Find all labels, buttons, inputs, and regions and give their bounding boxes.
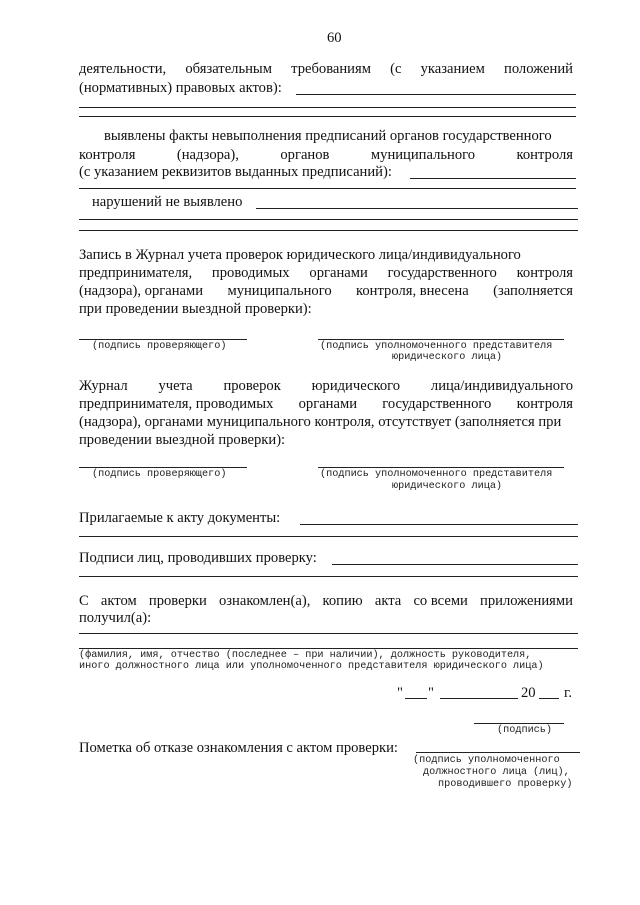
word: органами bbox=[298, 396, 357, 412]
word: органов bbox=[280, 147, 330, 163]
fill-line[interactable] bbox=[79, 230, 578, 231]
word: акта bbox=[374, 593, 402, 609]
section-activity-line1 bbox=[79, 60, 573, 78]
official-caption-1: (подпись уполномоченного bbox=[413, 755, 560, 766]
fill-line[interactable] bbox=[256, 208, 578, 209]
word: государственного bbox=[387, 265, 497, 281]
word: контроля bbox=[516, 147, 573, 163]
official-caption-3: проводившего проверку) bbox=[438, 779, 573, 790]
signature-line-inspector[interactable] bbox=[79, 467, 247, 468]
word: (надзора), органами bbox=[79, 283, 204, 299]
date-year-suffix: г. bbox=[564, 685, 572, 701]
representative-signature-caption-2: юридического лица) bbox=[392, 481, 503, 492]
word: (с bbox=[390, 61, 402, 77]
fill-line[interactable] bbox=[296, 94, 576, 95]
official-caption-2: должностного лица (лиц), bbox=[423, 767, 570, 778]
word: учета bbox=[158, 378, 193, 394]
fill-line[interactable] bbox=[79, 633, 578, 634]
signature-line[interactable] bbox=[474, 723, 564, 724]
word: требованиям bbox=[291, 61, 371, 77]
journal-absent-line3: (надзора), органами муниципального контроля, отсутствует (заполняется при bbox=[79, 414, 562, 430]
violations-found-line2 bbox=[79, 146, 573, 164]
word: государственного bbox=[382, 396, 492, 412]
refusal-note-label: Пометка об отказе ознакомления с актом проверки: bbox=[79, 740, 398, 756]
fill-line[interactable] bbox=[79, 107, 576, 108]
person-caption-1: (фамилия, имя, отчество (последнее – при наличии), должность руководителя, bbox=[79, 650, 532, 661]
inspector-signature-caption: (подпись проверяющего) bbox=[92, 341, 227, 352]
representative-signature-caption-2: юридического лица) bbox=[392, 352, 503, 363]
word: Журнал bbox=[79, 378, 128, 394]
familiarized-line1 bbox=[79, 592, 573, 610]
journal-entry-line1: Запись в Журнал учета проверок юридического лица/индивидуального bbox=[79, 247, 521, 263]
word: контроля bbox=[516, 396, 573, 412]
no-violations-label: нарушений не выявлено bbox=[92, 194, 243, 210]
word: обязательным bbox=[185, 61, 272, 77]
familiarized-line2: получил(а): bbox=[79, 610, 152, 626]
word: копию bbox=[322, 593, 363, 609]
fill-line[interactable] bbox=[332, 564, 578, 565]
fill-line[interactable] bbox=[410, 178, 576, 179]
date-day-field[interactable] bbox=[405, 698, 427, 699]
person-caption-2: иного должностного лица или уполномоченного представителя юридического лица) bbox=[79, 661, 544, 672]
word: положений bbox=[504, 61, 573, 77]
attached-documents-label: Прилагаемые к акту документы: bbox=[79, 510, 281, 526]
word: (заполняется bbox=[493, 283, 573, 299]
date-quote-open: " bbox=[397, 685, 403, 701]
word: контроля bbox=[516, 265, 573, 281]
word: контроля bbox=[79, 147, 136, 163]
fill-line[interactable] bbox=[79, 219, 578, 220]
word: со всеми bbox=[413, 593, 468, 609]
word: проверок bbox=[223, 378, 281, 394]
word: деятельности, bbox=[79, 61, 167, 77]
word: приложениями bbox=[480, 593, 573, 609]
word: актом bbox=[100, 593, 137, 609]
journal-absent-line1 bbox=[79, 377, 573, 395]
violations-found-line3: (с указанием реквизитов выданных предписаний): bbox=[79, 164, 392, 180]
signature-caption: (подпись) bbox=[497, 725, 553, 736]
word: проверки bbox=[148, 593, 207, 609]
representative-signature-caption-1: (подпись уполномоченного представителя bbox=[320, 341, 553, 352]
journal-absent-line2 bbox=[79, 395, 573, 413]
signature-line-official[interactable] bbox=[416, 752, 580, 753]
journal-entry-line3 bbox=[79, 282, 573, 300]
word: органами bbox=[309, 265, 368, 281]
fill-line[interactable] bbox=[79, 576, 578, 577]
date-century: 20 bbox=[521, 685, 536, 701]
word: контроля, внесена bbox=[356, 283, 469, 299]
journal-absent-line4: проведении выездной проверки): bbox=[79, 432, 286, 448]
violations-found-line1: выявлены факты невыполнения предписаний органов государственного bbox=[104, 128, 552, 144]
fill-line[interactable] bbox=[79, 648, 578, 649]
word: муниципального bbox=[370, 147, 476, 163]
date-year-field[interactable] bbox=[539, 698, 559, 699]
fill-line[interactable] bbox=[79, 536, 578, 537]
fill-line[interactable] bbox=[79, 188, 576, 189]
signature-line-representative[interactable] bbox=[318, 339, 564, 340]
inspectors-signatures-label: Подписи лиц, проводивших проверку: bbox=[79, 550, 317, 566]
word: лица/индивидуального bbox=[430, 378, 573, 394]
journal-entry-line2 bbox=[79, 264, 573, 282]
word: С bbox=[79, 593, 89, 609]
word: юридического bbox=[311, 378, 401, 394]
word: проводимых bbox=[211, 265, 290, 281]
signature-line-inspector[interactable] bbox=[79, 339, 247, 340]
date-quote-close: " bbox=[428, 685, 434, 701]
journal-entry-line4: при проведении выездной проверки): bbox=[79, 301, 312, 317]
word: ознакомлен(а), bbox=[218, 593, 311, 609]
fill-line[interactable] bbox=[300, 524, 578, 525]
word: (надзора), bbox=[176, 147, 239, 163]
word: указанием bbox=[420, 61, 485, 77]
fill-line[interactable] bbox=[79, 116, 576, 117]
signature-line-representative[interactable] bbox=[318, 467, 564, 468]
word: предпринимателя, bbox=[79, 265, 193, 281]
date-month-field[interactable] bbox=[440, 698, 518, 699]
page-number: 60 bbox=[327, 30, 342, 46]
word: предпринимателя, проводимых bbox=[79, 396, 274, 412]
representative-signature-caption-1: (подпись уполномоченного представителя bbox=[320, 469, 553, 480]
section-activity-line2: (нормативных) правовых актов): bbox=[79, 80, 282, 96]
word: муниципального bbox=[227, 283, 332, 299]
inspector-signature-caption: (подпись проверяющего) bbox=[92, 469, 227, 480]
